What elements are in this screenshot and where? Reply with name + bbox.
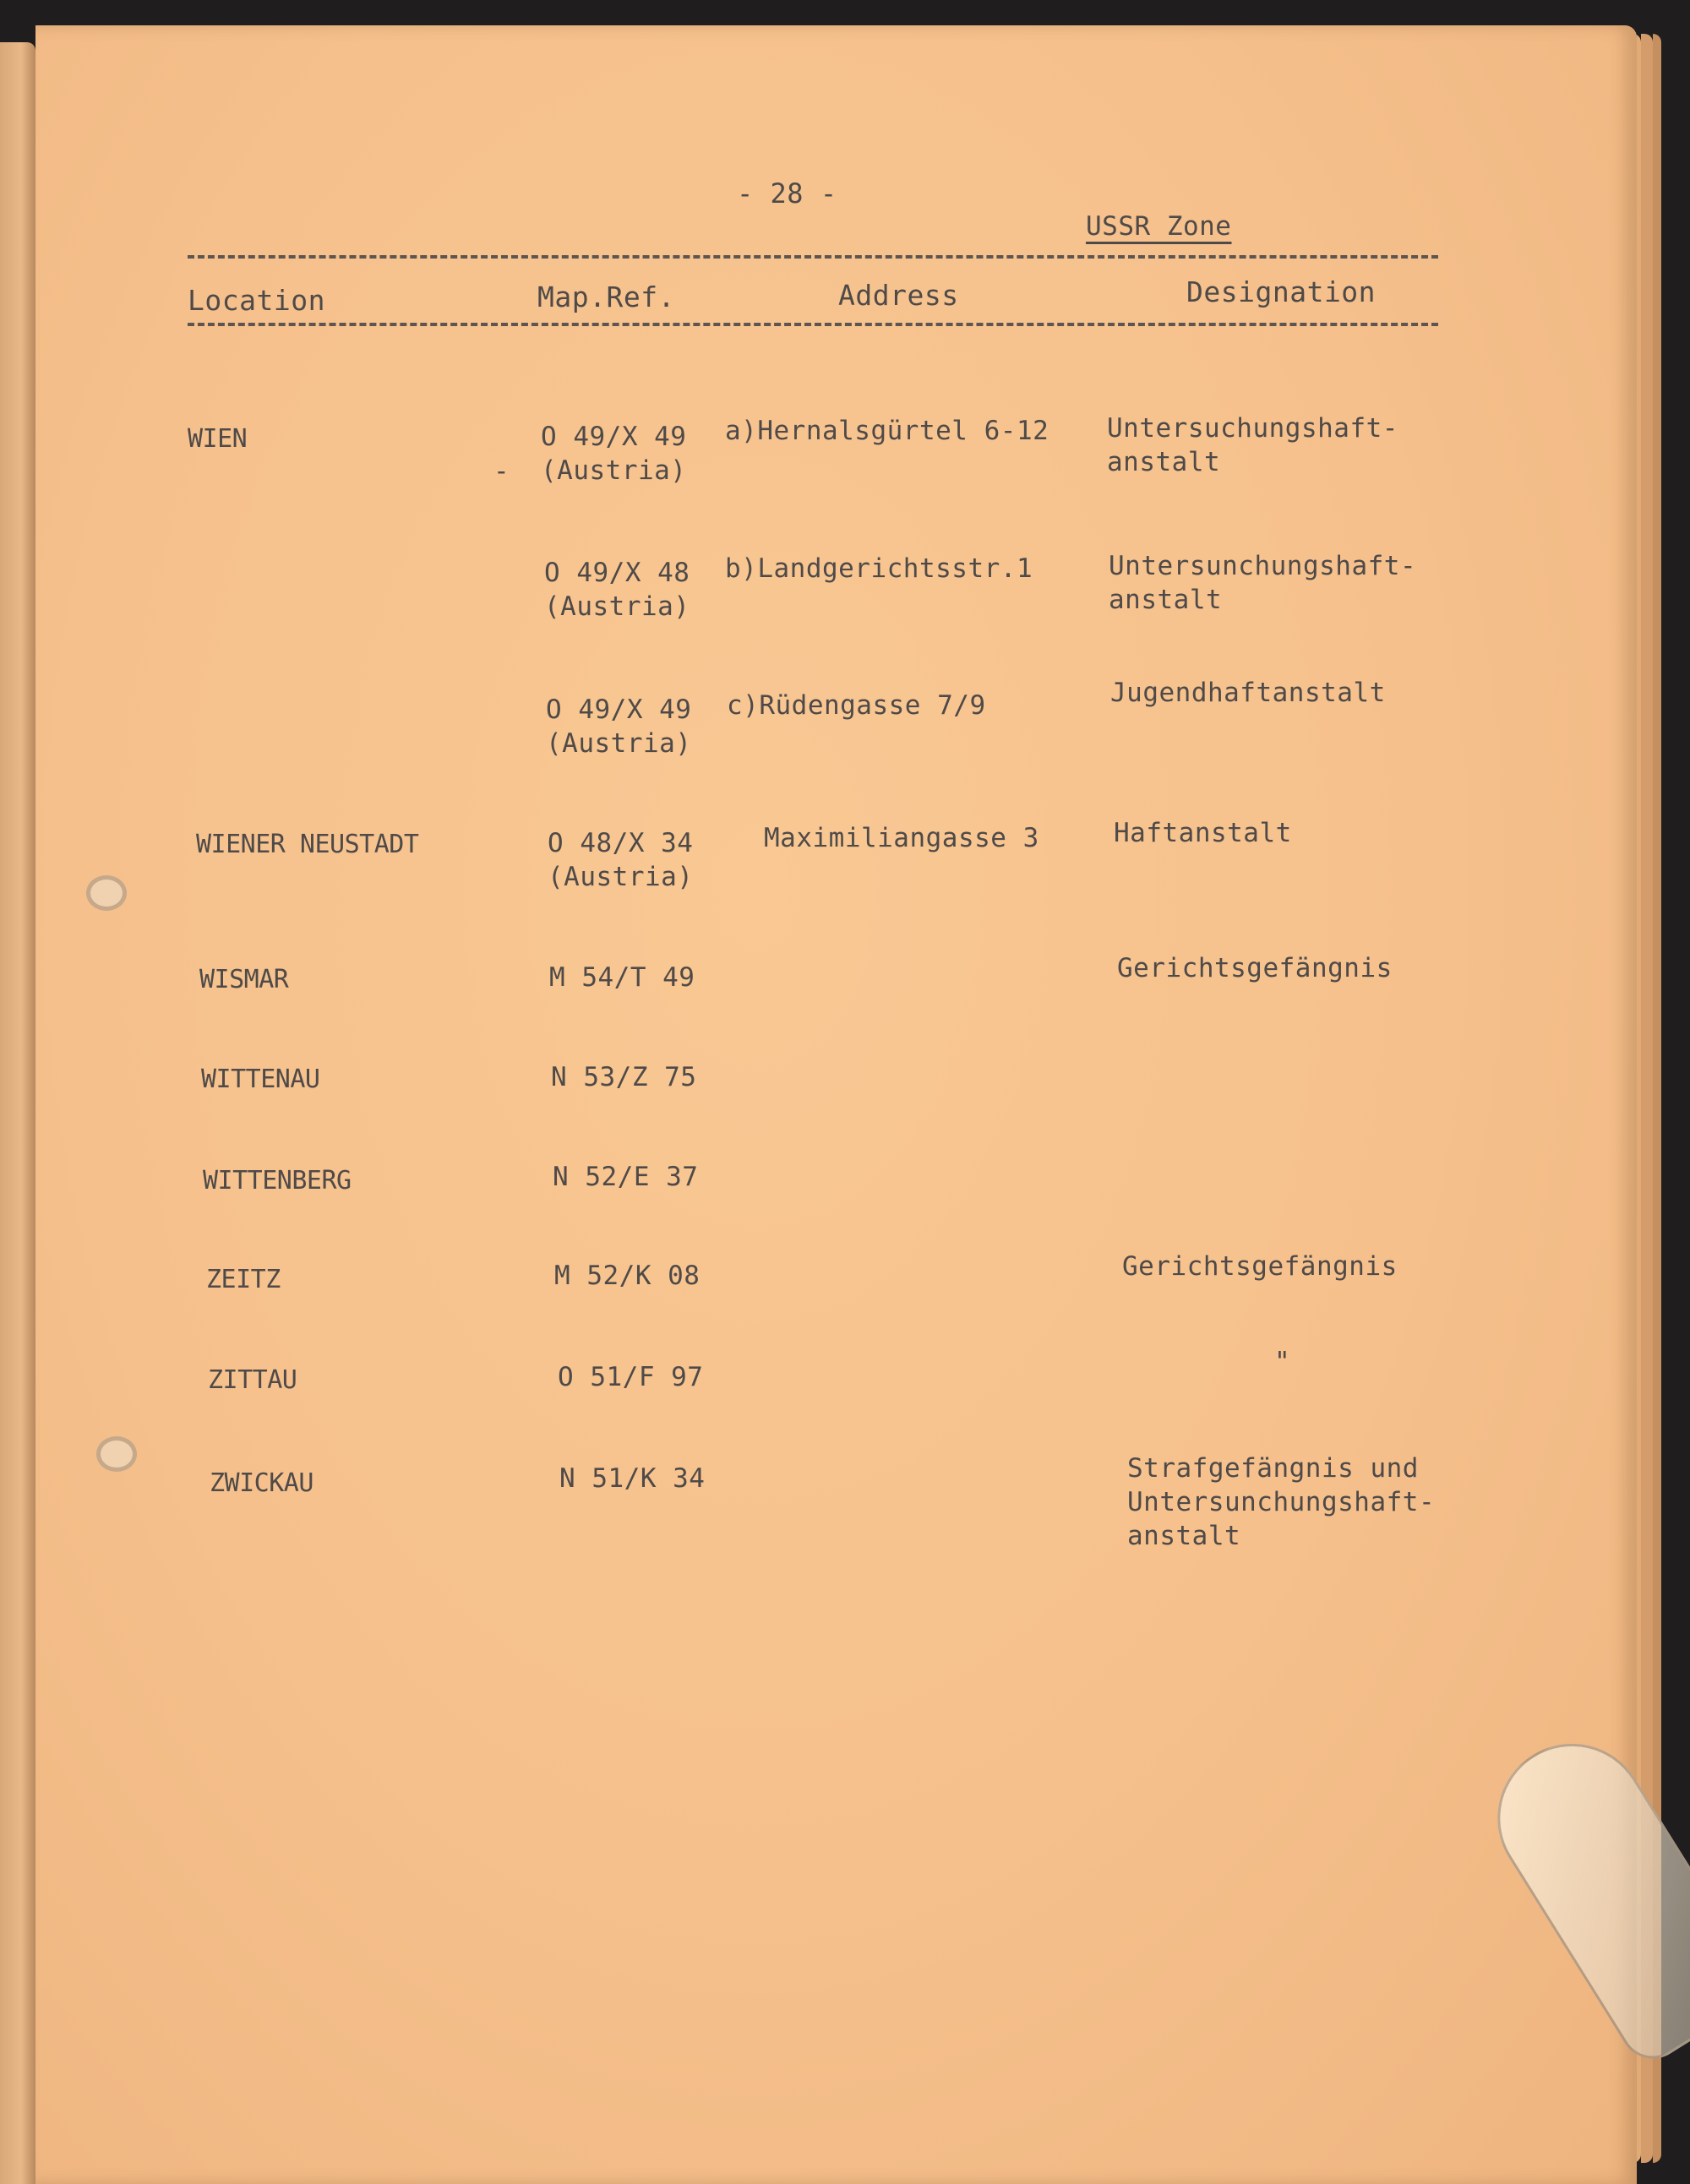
table-row-map-ref: O 49/X 49 (Austria): [546, 694, 692, 759]
table-row-location: ZEITZ: [206, 1265, 281, 1294]
table-row-map-ref: N 52/E 37: [553, 1162, 699, 1192]
table-row-designation: Strafgefängnis und Untersunchungshaft- anstalt: [1127, 1453, 1436, 1551]
table-row-designation: Untersuchungshaft- anstalt: [1107, 413, 1398, 477]
table-row-designation-ditto: ": [1274, 1347, 1291, 1377]
document-page: [35, 25, 1637, 2184]
table-row-map-ref: N 51/K 34: [559, 1463, 706, 1494]
table-row-address: a)Hernalsgürtel 6-12: [725, 416, 1049, 446]
table-row-designation: Jugendhaftanstalt: [1110, 678, 1386, 708]
zone-label: USSR Zone: [1086, 211, 1232, 242]
table-row-designation: Haftanstalt: [1114, 818, 1292, 848]
header-rule-bottom: [188, 323, 1438, 326]
table-row-location: WITTENBERG: [203, 1166, 352, 1195]
table-row-designation: Gerichtsgefängnis: [1122, 1251, 1398, 1282]
table-row-address: Maximiliangasse 3: [764, 823, 1039, 853]
column-header-address: Address: [838, 279, 959, 312]
table-row-designation: Untersunchungshaft- anstalt: [1109, 551, 1417, 615]
binder-hole-icon: [96, 1436, 137, 1472]
facing-page-edge: [0, 42, 35, 2184]
table-row-map-ref: N 53/Z 75: [551, 1062, 697, 1092]
table-row-location: ZWICKAU: [210, 1468, 313, 1498]
page-number: - 28 -: [737, 177, 837, 210]
column-header-designation: Designation: [1186, 275, 1377, 308]
table-row-map-ref: M 52/K 08: [554, 1261, 701, 1291]
table-row-map-ref: M 54/T 49: [549, 962, 695, 993]
table-row-location: WITTENAU: [201, 1065, 320, 1094]
table-row-map-ref: O 49/X 48 (Austria): [544, 558, 690, 622]
column-header-location: Location: [188, 284, 325, 317]
table-row-designation: Gerichtsgefängnis: [1117, 953, 1393, 983]
binder-hole-icon: [86, 875, 127, 911]
table-row-map-ref: O 49/X 49 (Austria): [541, 422, 687, 486]
stray-dash-mark: -: [493, 456, 510, 487]
table-row-address: c)Rüdengasse 7/9: [727, 690, 986, 721]
table-row-address: b)Landgerichtsstr.1: [725, 553, 1033, 584]
column-header-map-ref: Map.Ref.: [537, 280, 675, 313]
table-row-location: WIENER NEUSTADT: [196, 830, 419, 859]
table-row-map-ref: O 51/F 97: [558, 1362, 704, 1392]
table-row-map-ref: O 48/X 34 (Austria): [548, 828, 694, 892]
table-row-location: ZITTAU: [208, 1365, 297, 1395]
header-rule-top: [188, 255, 1438, 259]
table-row-location: WISMAR: [199, 965, 289, 994]
table-row-location: WIEN: [188, 424, 248, 454]
